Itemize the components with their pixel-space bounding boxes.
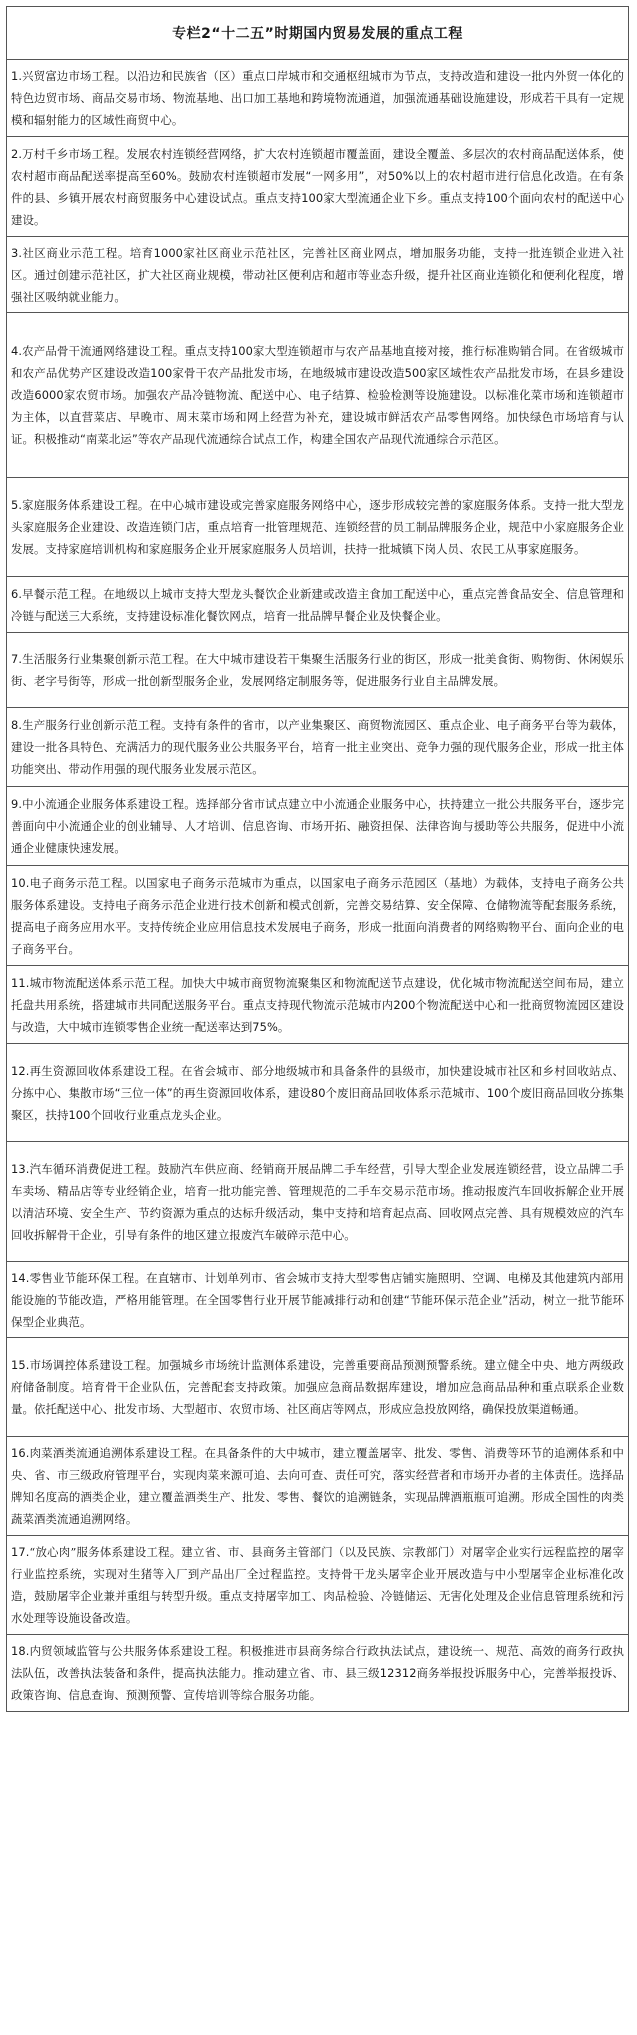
item-number: 11. [11,975,30,990]
item-name: 生产服务行业创新示范工程。 [22,718,173,732]
item-number: 2. [11,146,23,161]
item-number: 7. [11,652,23,666]
item-name: 市场调控体系建设工程。 [29,1358,158,1372]
item-text: 以国家电子商务示范城市为重点，以国家电子商务示范园区（基地）为载体，支持电子商务公共服务体系建设。支持电子商务示范企业进行技术创新和模式创新，完善交易结算、安全保障、仓储物流等配套服务系统，提高电子商务应用水平。支持传统企业应用信息技术发展电子商务，形成一批面向消费者的网络购物平台、面向企业的电子商务平台。 [11,875,624,956]
item-text: 加快大中城市商贸物流聚集区和物流配送节点建设，优化城市物流配送空间布局，建立托盘共用系统，搭建城市共同配送服务平台。重点支持现代物流示范城市内200个物流配送中心和一批商贸物流园区建设与改造，大中城市连锁零售企业统一配送率达到75%。 [11,975,624,1034]
item-cell [7,1635,629,1712]
item-cell [7,1437,629,1536]
item-cell [7,966,629,1044]
item-row [7,577,629,633]
item-row [7,787,629,866]
item-row [7,60,629,137]
item-name: 肉菜酒类流通追溯体系建设工程。 [29,1446,205,1460]
item-row [7,708,629,787]
item-row [7,137,629,237]
item-name: “放心肉”服务体系建设工程。 [29,1545,182,1559]
item-name: 汽车循环消费促进工程。 [29,1161,158,1176]
item-number: 15. [11,1358,30,1372]
item-row [7,866,629,966]
item-text: 培育1000家社区商业示范社区，完善社区商业网点，增加服务功能，支持一批连锁企业进入社区。通过创建示范社区，扩大社区商业规模，带动社区便利店和超市等业态升级，提升社区商业连锁化和便利化程度，增强社区吸纳就业能力。 [11,245,624,304]
item-number: 1. [11,69,23,83]
item-row [7,1536,629,1635]
item-text: 在具备条件的大中城市，建立覆盖屠宰、批发、零售、消费等环节的追溯体系和中央、省、市三级政府管理平台，实现肉菜来源可追、去向可查、责任可究，落实经营者和市场开办者的主体责任。选择品牌知名度高的酒类企业，建立覆盖酒类生产、批发、零售、餐饮的追溯链条，实现品牌酒瓶瓶可追溯。形成全国性的肉类蔬菜酒类流通追溯网络。 [11,1446,624,1526]
feature-box [6,6,629,1712]
item-row [7,1044,629,1142]
item-cell [7,577,629,633]
item-row [7,313,629,478]
title-row [7,7,629,60]
item-number: 13. [11,1161,30,1176]
item-text: 在省会城市、部分地级城市和具备条件的县级市，加快建设城市社区和乡村回收站点、分拣中心、集散市场“三位一体”的再生资源回收体系，建设80个废旧商品回收体系示范城市、100个废旧商品回收分拣集聚区，扶持100个回收行业重点龙头企业。 [11,1063,624,1122]
item-name: 万村千乡市场工程。 [22,146,127,161]
item-text: 选择部分省市试点建立中小流通企业服务中心，扶持建立一批公共服务平台，逐步完善面向中小流通企业的创业辅导、人才培训、信息咨询、市场开拓、融资担保、法律咨询与援助等公共服务，促进中小流通企业健康快速发展。 [11,797,624,855]
item-number: 4. [11,344,23,358]
item-cell [7,708,629,787]
item-number: 5. [11,498,23,512]
item-cell [7,1338,629,1437]
box-title: 专栏2“十二五”时期国内贸易发展的重点工程 [7,7,629,60]
item-text: 建立省、市、县商务主管部门（以及民族、宗教部门）对屠宰企业实行远程监控的屠宰行业监控系统，实现对生猪等入厂到产品出厂全过程监控。支持骨干龙头屠宰企业开展改造与中小型屠宰企业标准化改造，鼓励屠宰企业兼并重组与转型升级。重点支持屠宰加工、肉品检验、冷链储运、无害化处理及企业信息管理系统和污水处理等设施设备改造。 [11,1545,624,1625]
item-number: 6. [11,586,23,601]
item-text: 以沿边和民族省（区）重点口岸城市和交通枢纽城市为节点，支持改造和建设一批内外贸一体化的特色边贸市场、商品交易市场、物流基地、出口加工基地和跨境物流通道，加强流通基础设施建设，形成若干具有一定规模和辐射能力的区域性商贸中心。 [11,69,624,127]
item-name: 兴贸富边市场工程。 [22,69,127,83]
item-text: 加强城乡市场统计监测体系建设，完善重要商品预测预警系统。建立健全中央、地方两级政府储备制度。培育骨干企业队伍，完善配套支持政策。加强应急商品数据库建设，增加应急商品品种和重点联系企业数量。依托配送中心、批发市场、大型超市、农贸市场、社区商店等网点，形成应急投放网络，确保投放渠道畅通。 [11,1358,624,1416]
item-number: 10. [11,875,30,890]
item-text: 积极推进市县商务综合行政执法试点，建设统一、规范、高效的商务行政执法队伍，改善执法装备和条件，提高执法能力。推动建立省、市、县三级12312商务举报投诉服务中心，完善举报投诉、政策咨询、信息查询、预测预警、宣传培训等综合服务功能。 [11,1644,624,1702]
item-name: 中小流通企业服务体系建设工程。 [22,797,196,811]
item-text: 重点支持100家大型连锁超市与农产品基地直接对接，推行标准购销合同。在省级城市和农产品优势产区建设改造100家骨干农产品批发市场，在地级城市建设改造500家区域性农产品批发市场，在县乡建设改造6000家农贸市场。加强农产品冷链物流、配送中心、电子结算、检验检测等设施建设。以标准化菜市场和连锁超市为主体，以直营菜店、早晚市、周末菜市场和网上经营为补充，建设城市鲜活农产品零售网络。加快绿色市场培育与认证。积极推动“南菜北运”等农产品现代流通综合试点工作，构建全国农产品现代流通综合示范区。 [11,344,624,446]
item-cell [7,237,629,313]
item-name: 农产品骨干流通网络建设工程。 [22,344,185,358]
item-row [7,237,629,313]
item-row [7,966,629,1044]
item-text: 在直辖市、计划单列市、省会城市支持大型零售店铺实施照明、空调、电梯及其他建筑内部用能设施的节能改造，严格用能管理。在全国零售行业开展节能减排行动和创建“节能环保示范企业”活动，树立一批节能环保型企业典范。 [11,1270,624,1329]
item-cell [7,1142,629,1262]
item-name: 再生资源回收体系建设工程。 [29,1063,182,1078]
item-number: 17. [11,1545,30,1559]
item-name: 内贸领域监管与公共服务体系建设工程。 [29,1644,240,1658]
item-cell [7,137,629,237]
item-name: 社区商业示范工程。 [22,245,130,260]
item-name: 生活服务行业集聚创新示范工程。 [22,652,196,666]
item-row [7,1142,629,1262]
item-number: 14. [11,1270,30,1285]
item-text: 在大中城市建设若干集聚生活服务行业的街区，形成一批美食街、购物街、休闲娱乐街、老字号街等，形成一批创新型服务企业，发展网络定制服务等，促进服务行业自主品牌发展。 [11,652,624,688]
item-number: 9. [11,797,23,811]
item-cell [7,1262,629,1338]
item-cell [7,313,629,478]
item-number: 18. [11,1644,30,1658]
item-row [7,1262,629,1338]
item-cell [7,633,629,708]
item-name: 城市物流配送体系示范工程。 [29,975,182,990]
item-text: 在地级以上城市支持大型龙头餐饮企业新建或改造主食加工配送中心，重点完善食品安全、信息管理和冷链与配送三大系统，支持建设标准化餐饮网点，培育一批品牌早餐企业及快餐企业。 [11,586,624,623]
item-row [7,1437,629,1536]
item-name: 零售业节能环保工程。 [29,1270,147,1285]
item-row [7,1338,629,1437]
item-number: 12. [11,1063,30,1078]
item-name: 早餐示范工程。 [22,586,104,601]
item-text: 发展农村连锁经营网络，扩大农村连锁超市覆盖面，建设全覆盖、多层次的农村商品配送体系，使农村超市商品配送率提高至60%。鼓励农村连锁超市发展“一网多用”，对50%以上的农村超市进行信息化改造。在有条件的县、乡镇开展农村商贸服务中心建设试点。重点支持100家大型流通企业下乡。重点支持100个面向农村的配送中心建设。 [11,146,624,227]
item-cell [7,478,629,577]
item-name: 电子商务示范工程。 [29,875,135,890]
item-cell [7,1044,629,1142]
item-cell [7,60,629,137]
item-cell [7,1536,629,1635]
item-number: 8. [11,718,23,732]
item-text: 在中心城市建设或完善家庭服务网络中心，逐步形成较完善的家庭服务体系。支持一批大型龙头家庭服务企业建设、改造连锁门店，重点培育一批管理规范、连锁经营的员工制品牌服务企业，规范中小家庭服务企业发展。支持家庭培训机构和家庭服务企业开展家庭服务人员培训，扶持一批城镇下岗人员、农民工从事家庭服务。 [11,498,624,556]
item-number: 3. [11,245,23,260]
item-row [7,633,629,708]
item-row [7,1635,629,1712]
item-number: 16. [11,1446,30,1460]
item-cell [7,787,629,866]
item-name: 家庭服务体系建设工程。 [22,498,150,512]
item-cell [7,866,629,966]
item-text: 支持有条件的省市，以产业集聚区、商贸物流园区、重点企业、电子商务平台等为载体，建设一批各具特色、充满活力的现代服务业公共服务平台，培育一批主业突出、竞争力强的现代服务企业，形成一批主体功能突出、带动作用强的现代服务业发展示范区。 [11,718,624,776]
item-row [7,478,629,577]
item-text: 鼓励汽车供应商、经销商开展品牌二手车经营，引导大型企业发展连锁经营，设立品牌二手车卖场、精品店等专业经销企业，培育一批功能完善、管理规范的二手车交易示范市场。推动报废汽车回收拆解企业开展以清洁环境、安全生产、节约资源为重点的达标升级活动，集中支持和培育起点高、回收网点完善、具有规模效应的汽车回收拆解骨干企业，引导有条件的地区建立报废汽车破碎示范中心。 [11,1161,624,1242]
